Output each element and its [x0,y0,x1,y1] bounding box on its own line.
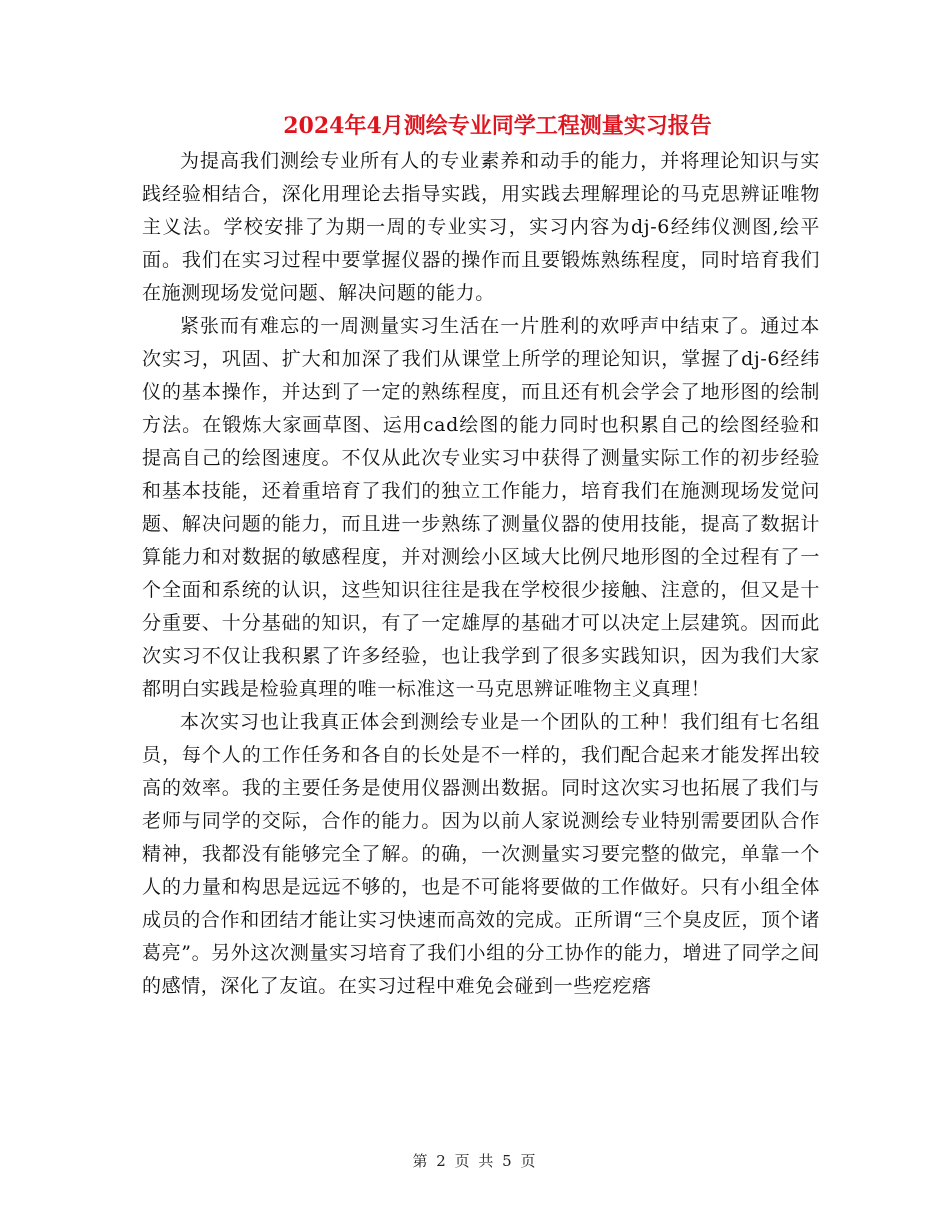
document-body [142,145,820,1003]
page-number-footer: 第 2 页 共 5 页 [412,1152,538,1170]
document-title: 2024年4月测绘专业同学工程测量实习报告 [283,113,712,139]
paragraph-teamwork: 本次实习也让我真正体会到测绘专业是一个团队的工种！我们组有七名组员，每个人的工作任务和各自的长处是不一样的，我们配合起来才能发挥出较高的效率。我的主要任务是使用仪器测出数据。同时这次实习也拓展了我们与老师与同学的交际，合作的能力。因为以前人家说测绘专业特别需要团队合作精神，我都没有能够完全了解。的确，一次测量实习要完整的做完，单靠一个人的力量和构思是远远不够的，也是不可能将要做的工作做好。只有小组全体成员的合作和团结才能让实习快速而高效的完成。正所谓“三个臭皮匠，顶个诸葛亮”。另外这次测量实习培育了我们小组的分工协作的能力，增进了同学之间的感情，深化了友谊。在实习过程中难免会碰到一些疙疙瘩 [142,711,820,997]
paragraph-intro: 为提高我们测绘专业所有人的专业素养和动手的能力，并将理论知识与实践经验相结合，深化用理论去指导实践，用实践去理解理论的马克思辨证唯物主义法。学校安排了为期一周的专业实习，实习内容为dj-6经纬仪测图,绘平面。我们在实习过程中要掌握仪器的操作而且要锻炼熟练程度，同时培育我们在施测现场发觉问题、解决问题的能力。 [142,150,820,304]
paragraph-summary: 紧张而有难忘的一周测量实习生活在一片胜利的欢呼声中结束了。通过本次实习，巩固、扩大和加深了我们从课堂上所学的理论知识，掌握了dj-6经纬仪的基本操作，并达到了一定的熟练程度，而且还有机会学会了地形图的绘制方法。在锻炼大家画草图、运用cad绘图的能力同时也积累自己的绘图经验和提高自己的绘图速度。不仅从此次专业实习中获得了测量实际工作的初步经验和基本技能，还着重培育了我们的独立工作能力，培育我们在施测现场发觉问题、解决问题的能力，而且进一步熟练了测量仪器的使用技能，提高了数据计算能力和对数据的敏感程度，并对测绘小区域大比例尺地形图的全过程有了一个全面和系统的认识，这些知识往往是我在学校很少接触、注意的，但又是十分重要、十分基础的知识，有了一定雄厚的基础才可以决定上层建筑。因而此次实习不仅让我积累了许多经验，也让我学到了很多实践知识，因为我们大家都明白实践是检验真理的唯一标准这一马克思辨证唯物主义真理！ [142,315,820,700]
